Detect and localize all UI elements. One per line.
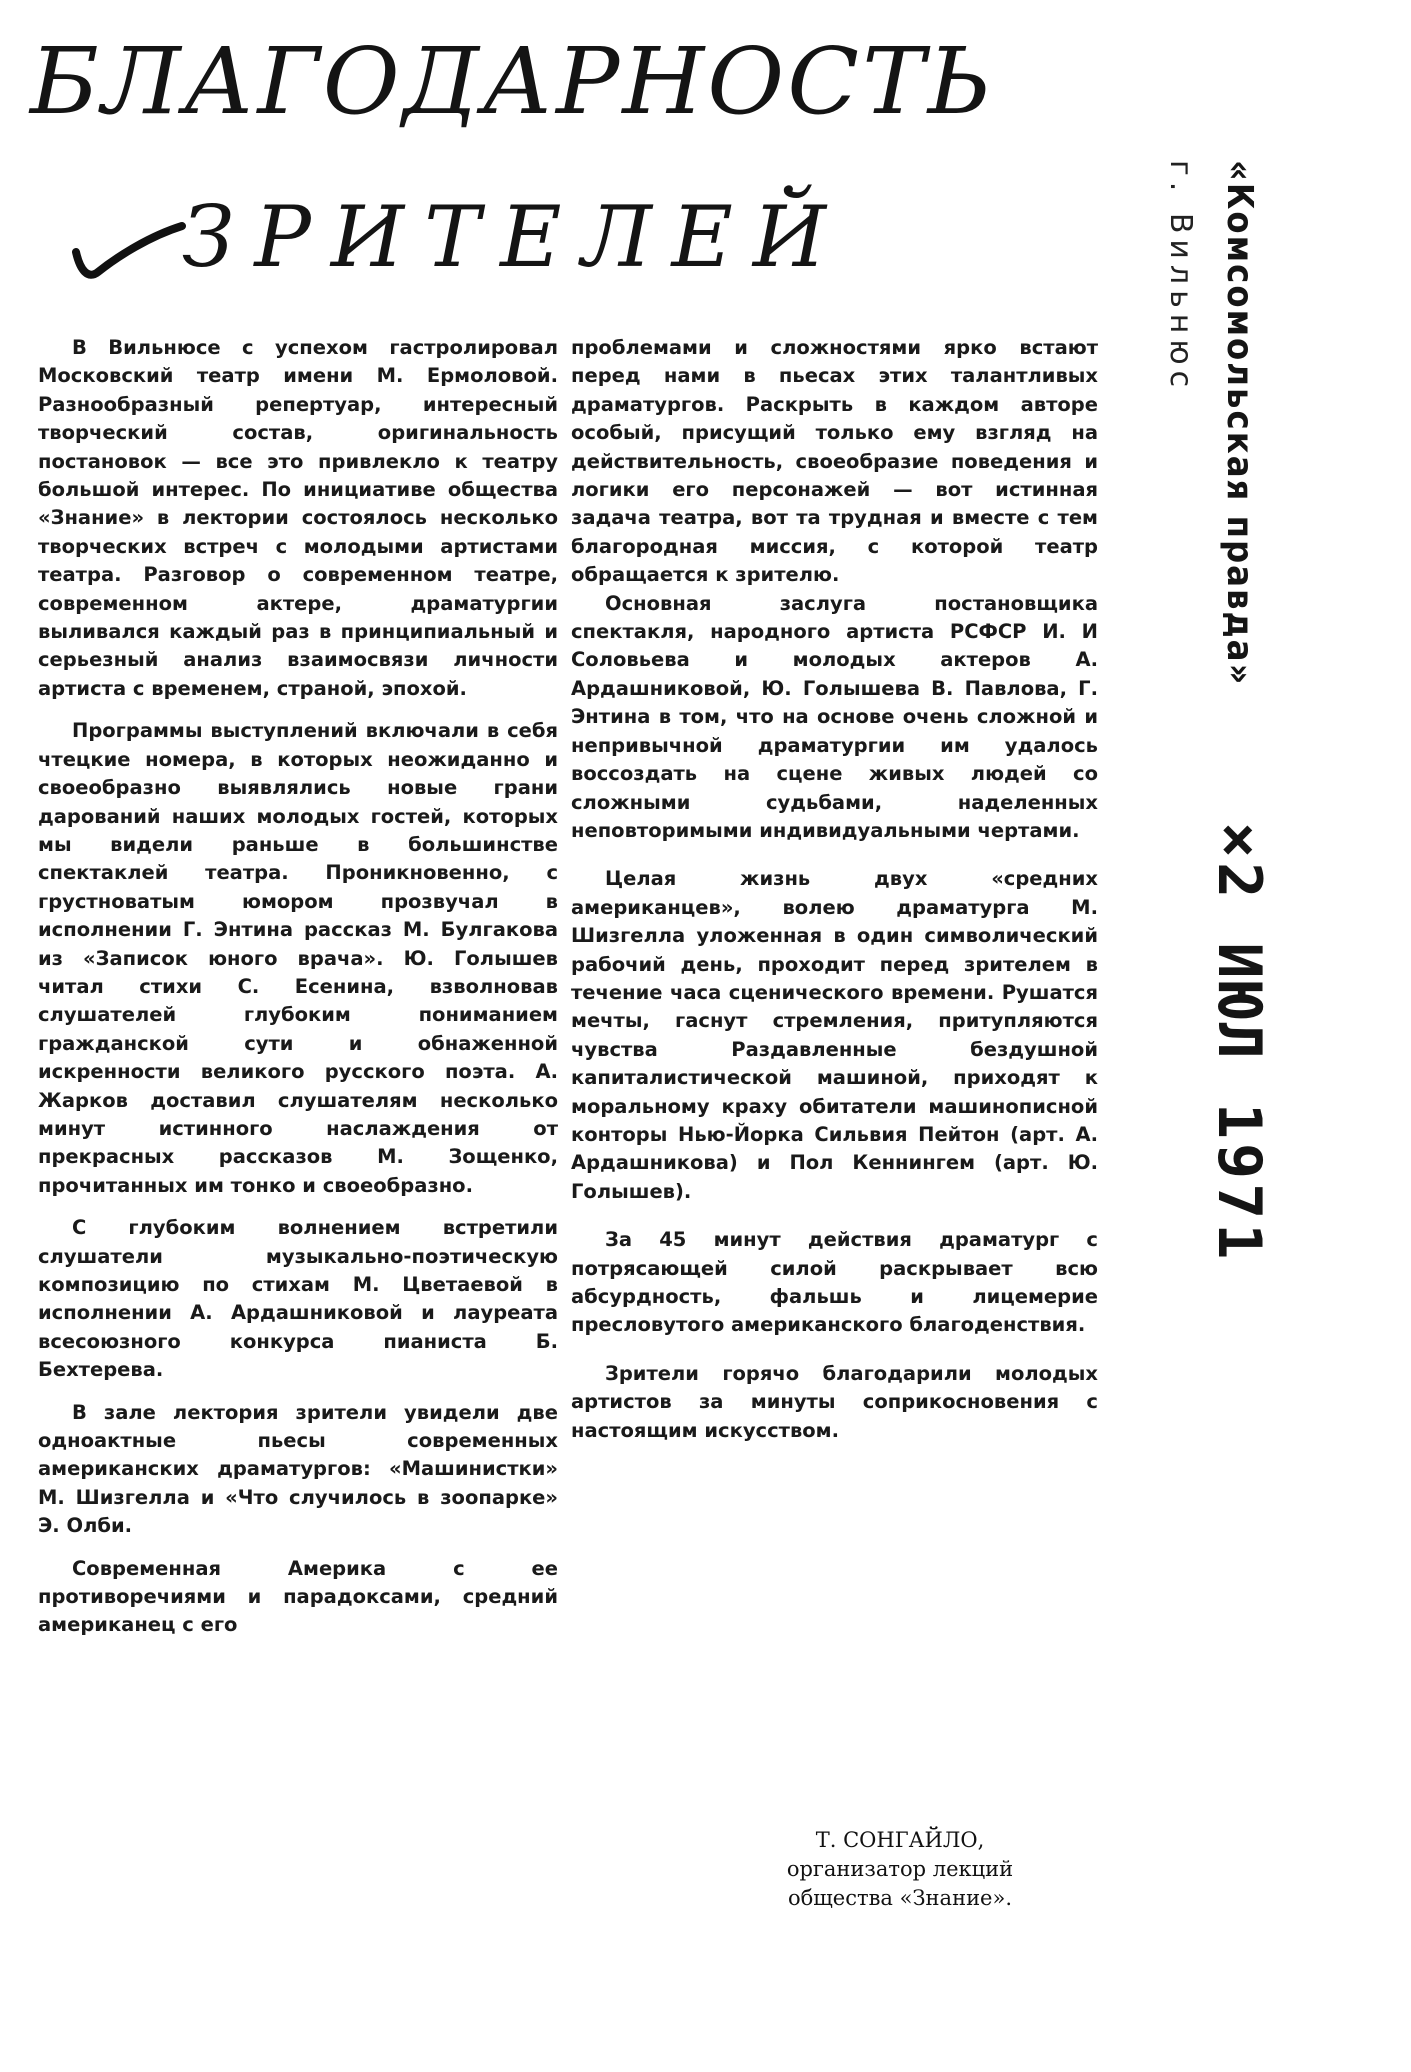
city-name: г. Вильнюс — [1163, 160, 1198, 394]
paragraph: За 45 минут действия драматург с потрясающей силой раскрывает всю абсурдность, фальшь и лицемерие пресловутого американского благоденствия. — [571, 1228, 1098, 1337]
signature-name: Т. СОНГАЙЛО, — [815, 1828, 985, 1852]
article-column-1 — [38, 334, 558, 1654]
date-stamp: ×2 ИЮЛ 1971 — [1204, 822, 1274, 1264]
paragraph: Современная Америка с ее противоречиями и парадоксами, средний американец с его — [38, 1556, 558, 1637]
paragraph: Основная заслуга постановщика спектакля, народного артиста РСФСР И. И Соловьева и молодых актеров А. Ардашниковой, Ю. Голышева В. Павлова, Г. Энтина в том, что на основе очень сложной и непривычной драматургии им удалось воссоздать на сцене живых людей со сложными судьбами, наделенных неповторимыми индивидуальными чертами. — [571, 591, 1098, 842]
paragraph: Программы выступлений включали в себя чтецкие номера, в которых неожиданно и своеобразно выявлялись новые грани дарований наших молодых гостей, которых мы видели раньше в большинстве спектаклей театра. Проникновенно, с грустноватым юмором прозвучал в исполнении Г. Энтина рассказ М. Булгакова из «Записок юного врача». Ю. Голышев читал стихи С. Есенина, взволновав слушателей глубоким пониманием гражданской сути и обнаженной искренности великого русского поэта. А. Жарков доставил слушателям несколько минут истинного наслаждения от прекрасных рассказов М. Зощенко, прочитанных им тонко и своеобразно. — [38, 719, 558, 1197]
source-annotation — [1163, 160, 1260, 687]
article-column-2 — [571, 334, 1098, 1459]
paragraph: проблемами и сложностями ярко встают перед нами в пьесах этих талантливых драматургов. Раскрыть в каждом авторе особый, присущий только ему взгляд на действительность, своеобразие поведения и логики его персонажей — вот истинная задача театра, вот та трудная и вместе с тем благородная миссия, с которой театр обращается к зрителю. — [571, 336, 1098, 587]
paragraph: В зале лектория зрители увидели две одноактные пьесы современных американских драматургов: «Машинистки» М. Шизгелла и «Что случилось в зоопарке» Э. Олби. — [38, 1400, 558, 1538]
paragraph: Целая жизнь двух «средних американцев», волею драматурга М. Шизгелла уложенная в один символический рабочий день, проходит перед зрителем в течение часа сценического времени. Рушатся мечты, гаснут стремления, притупляются чувства Раздавленные бездушной капиталистической машиной, приходят к моральному краху обитатели машинописной конторы Нью-Йорка Сильвия Пейтон (арт. А. Ардашникова) и Пол Кеннингем (арт. Ю. Голышев). — [571, 867, 1098, 1203]
signature-organization: общества «Знание». — [787, 1886, 1013, 1910]
headline-line-2: ЗРИТЕЛЕЙ — [182, 188, 847, 286]
newspaper-name: «Комсомольская правда» — [1219, 160, 1260, 687]
signature — [700, 1826, 1100, 1913]
signature-role: организатор лекций — [786, 1857, 1014, 1881]
headline-line-1: БЛАГОДАРНОСТЬ — [30, 28, 995, 135]
handwritten-check-mark-icon — [70, 218, 190, 288]
paragraph: В Вильнюсе с успехом гастролировал Московский театр имени М. Ермоловой. Разнообразный репертуар, интересный творческий состав, оригинальность постановок — все это привлекло к театру большой интерес. По инициативе общества «Знание» в лектории состоялось несколько творческих встреч с молодыми артистами театра. Разговор о современном театре, современном актере, драматургии выливался каждый раз в принципиальный и серьезный анализ взаимосвязи личности артиста с временем, страной, эпохой. — [38, 336, 558, 700]
paragraph: С глубоким волнением встретили слушатели музыкально-поэтическую композицию по стихам М. Цветаевой в исполнении А. Ардашниковой и лауреата всесоюзного конкурса пианиста Б. Бехтерева. — [38, 1216, 558, 1382]
paragraph: Зрители горячо благодарили молодых артистов за минуты соприкосновения с настоящим искусством. — [571, 1361, 1098, 1442]
